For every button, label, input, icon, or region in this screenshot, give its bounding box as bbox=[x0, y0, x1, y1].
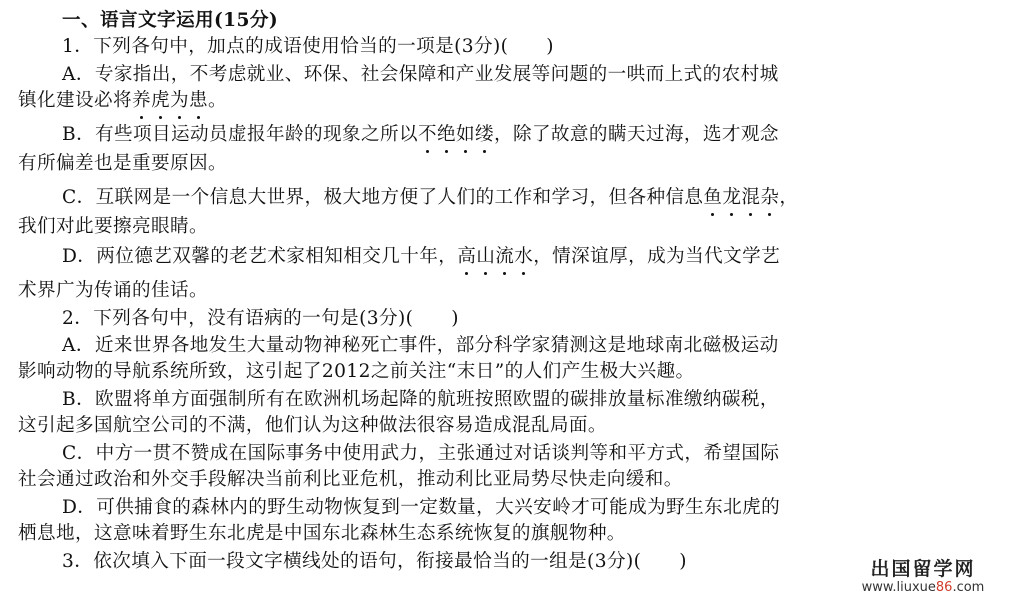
q1-b-text: B．有些项目运动员虚报年龄的现象之所以 bbox=[62, 124, 418, 145]
dotted-char: 鱼 bbox=[703, 185, 722, 211]
q1-option-b-line-1 bbox=[62, 122, 779, 148]
watermark-title: 出国留学网 bbox=[870, 558, 976, 580]
section-title: 一、语言文字运用(15分) bbox=[62, 10, 279, 31]
q2-option-d-line-1: D．可供捕食的森林内的野生动物恢复到一定数量，大兴安岭才可能成为野生东北虎的 bbox=[62, 497, 781, 518]
q2-option-c-line-1: C．中方一贯不赞成在国际事务中使用武力，主张通过对话谈判等和平方式，希望国际 bbox=[62, 443, 780, 464]
q1-c-text-end: ， bbox=[779, 187, 799, 208]
q2-option-d-line-2: 栖息地，这意味着野生东北虎是中国东北森林生态系统恢复的旗舰物种。 bbox=[18, 523, 626, 544]
dotted-char: 如 bbox=[456, 122, 475, 148]
dotted-char: 混 bbox=[741, 185, 760, 211]
dotted-char: 不 bbox=[418, 122, 437, 148]
question-2-stem: 2．下列各句中，没有语病的一句是(3分)( ) bbox=[62, 308, 459, 329]
q1-option-a-line-2 bbox=[18, 88, 227, 114]
q1-d-text-end: ，情深谊厚，成为当代文学艺 bbox=[533, 246, 781, 267]
watermark-url-number: 86 bbox=[935, 580, 953, 595]
dotted-char: 为 bbox=[170, 88, 189, 114]
dotted-char: 虎 bbox=[151, 88, 170, 114]
dotted-char: 高 bbox=[457, 244, 476, 270]
site-watermark bbox=[843, 558, 1003, 596]
q1-option-c-line-2: 我们对此要擦亮眼睛。 bbox=[18, 216, 208, 237]
watermark-url-prefix: www.liuxue bbox=[861, 580, 936, 595]
question-3-stem: 3．依次填入下面一段文字横线处的语句，衔接最恰当的一组是(3分)( ) bbox=[62, 551, 687, 572]
q1-b-text-end: ，除了故意的瞒天过海，选才观念 bbox=[493, 124, 779, 145]
q1-option-d-line-1 bbox=[62, 244, 780, 270]
dotted-char: 山 bbox=[476, 244, 495, 270]
dotted-char: 缕 bbox=[475, 122, 494, 148]
dotted-char: 绝 bbox=[437, 122, 456, 148]
q2-option-c-line-2: 社会通过政治和外交手段解决当前利比亚危机，推动利比亚局势尽快走向缓和。 bbox=[18, 469, 683, 490]
q1-option-c-line-1 bbox=[62, 185, 798, 211]
dotted-char: 患 bbox=[189, 88, 208, 114]
watermark-url bbox=[843, 580, 1003, 596]
q1-option-b-line-2: 有所偏差也是重要原因。 bbox=[18, 153, 227, 174]
q2-option-a-line-2: 影响动物的导航系统所致，这引起了2012之前关注“末日”的人们产生极大兴趣。 bbox=[18, 361, 695, 382]
dotted-char: 养 bbox=[132, 88, 151, 114]
q1-option-d-line-2: 术界广为传诵的佳话。 bbox=[18, 280, 208, 301]
q1-d-text: D．两位德艺双馨的老艺术家相知相交几十年， bbox=[62, 246, 458, 267]
dotted-char: 水 bbox=[514, 244, 533, 270]
dotted-char: 杂 bbox=[760, 185, 779, 211]
q2-option-b-line-1: B．欧盟将单方面强制所有在欧洲机场起降的航班按照欧盟的碳排放量标准缴纳碳税， bbox=[62, 389, 779, 410]
watermark-url-suffix: .com bbox=[952, 580, 985, 595]
q1-a-text-end: 。 bbox=[207, 90, 227, 111]
q2-option-b-line-2: 这引起多国航空公司的不满，他们认为这种做法很容易造成混乱局面。 bbox=[18, 415, 607, 436]
q1-a-text: 镇化建设必将 bbox=[18, 90, 132, 111]
q2-option-a-line-1: A．近来世界各地发生大量动物神秘死亡事件，部分科学家猜测这是地球南北磁极运动 bbox=[62, 335, 779, 356]
dotted-char: 龙 bbox=[722, 185, 741, 211]
question-1-stem: 1．下列各句中，加点的成语使用恰当的一项是(3分)( ) bbox=[62, 36, 554, 57]
q1-c-text: C．互联网是一个信息大世界，极大地方便了人们的工作和学习，但各种信息 bbox=[62, 187, 704, 208]
dotted-char: 流 bbox=[495, 244, 514, 270]
q1-option-a-line-1: A．专家指出，不考虑就业、环保、社会保障和产业发展等问题的一哄而上式的农村城 bbox=[62, 64, 779, 85]
